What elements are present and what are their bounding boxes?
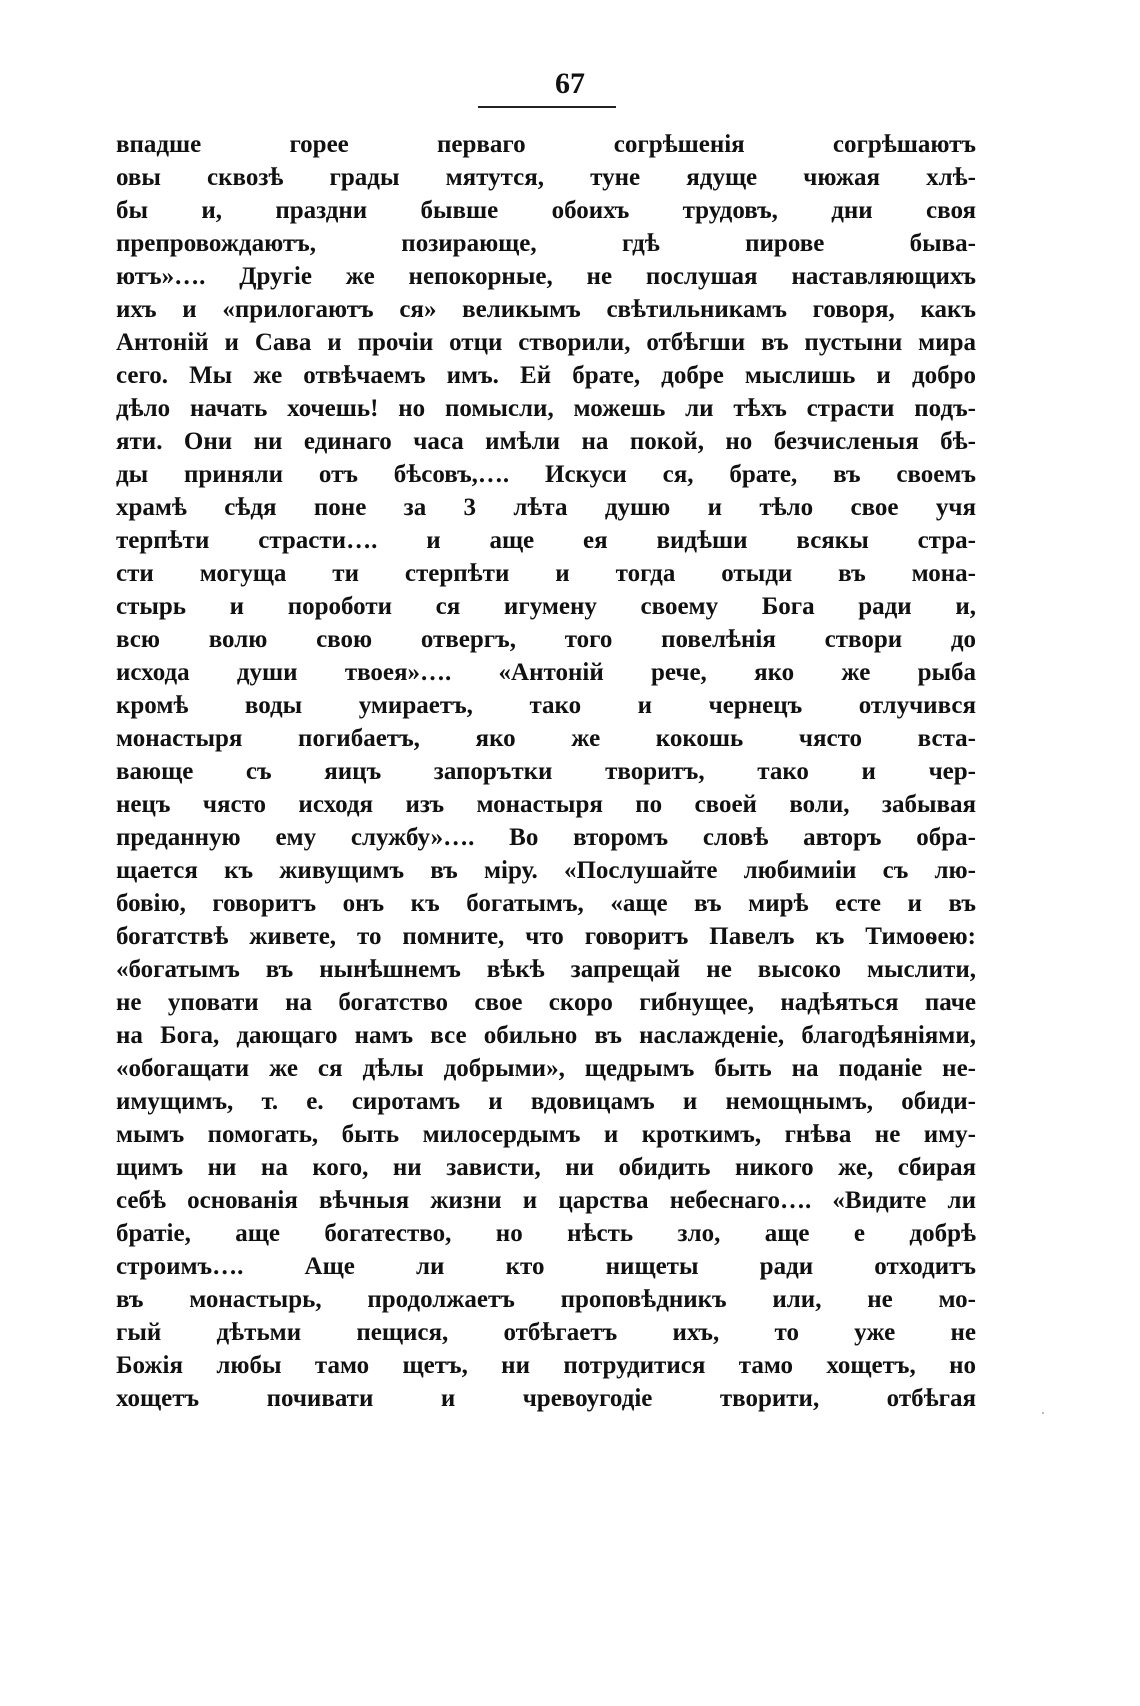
text-line: препровождаютъ, позирающе, гдѣ пирове бывa- bbox=[116, 230, 976, 257]
text-line: на Бога, дающаго намъ все обильно въ наслажденіе, благодѣяніями, bbox=[116, 1022, 976, 1049]
text-line: сти могуща ти стерпѣти и тогда отыди въ мона- bbox=[116, 560, 976, 587]
margin-speck bbox=[1042, 1412, 1044, 1414]
text-line: богатствѣ живете, то помните, что говоритъ Павелъ къ Тимоѳею: bbox=[116, 923, 976, 950]
text-line: въ монастырь, продолжаетъ проповѣдникъ или, не мо- bbox=[116, 1286, 976, 1313]
text-line: вающе съ яицъ запорътки творитъ, тако и чер- bbox=[116, 758, 976, 785]
text-line: не уповати на богатство свое скоро гибнущее, надѣяться паче bbox=[116, 989, 976, 1016]
text-line: гый дѣтьми пещися, отбѣгаетъ ихъ, то уже не bbox=[116, 1319, 976, 1346]
text-line: щается къ живущимъ въ міру. «Послушайте любимиіи съ лю- bbox=[116, 857, 976, 884]
text-line: ютъ»…. Другіе же непокорные, не послушая наставляющихъ bbox=[116, 263, 976, 290]
text-line: монастыря погибаетъ, яко же кокошь чясто вста- bbox=[116, 725, 976, 752]
text-line: себѣ основанія вѣчныя жизни и царства небеснаго…. «Видите ли bbox=[116, 1187, 976, 1214]
text-line: нецъ чясто исходя изъ монастыря по своей воли, забывая bbox=[116, 791, 976, 818]
text-line: Антоній и Сава и прочіи отци створили, отбѣгши въ пустыни мира bbox=[116, 329, 976, 356]
text-line: сего. Мы же отвѣчаемъ имъ. Ей брате, добре мыслишь и добро bbox=[116, 362, 976, 389]
text-line: хощетъ почивати и чревоугодіе творити, отбѣгая bbox=[116, 1385, 976, 1412]
body-text bbox=[116, 128, 976, 1415]
text-line: бы и, праздни бывше обоихъ трудовъ, дни своя bbox=[116, 197, 976, 224]
text-line: терпѣти страсти…. и аще ея видѣши всякы стра- bbox=[116, 527, 976, 554]
text-line: ды приняли отъ бѣсовъ,…. Искуси ся, брате, въ своемъ bbox=[116, 461, 976, 488]
page-number: 67 bbox=[555, 67, 585, 100]
text-line: «обогащати же ся дѣлы добрыми», щедрымъ быть на поданіе не- bbox=[116, 1055, 976, 1082]
text-line: впадше горее перваго согрѣшенія согрѣшаютъ bbox=[116, 131, 976, 158]
text-line: кромѣ воды умираетъ, тако и чернецъ отлучився bbox=[116, 692, 976, 719]
text-line: строимъ…. Аще ли кто нищеты ради отходитъ bbox=[116, 1253, 976, 1280]
text-line: храмѣ сѣдя поне за 3 лѣта душю и тѣло свое учя bbox=[116, 494, 976, 521]
text-line: бовію, говоритъ онъ къ богатымъ, «аще въ мирѣ есте и въ bbox=[116, 890, 976, 917]
text-line: братіе, аще богатество, но нѣсть зло, аще е добрѣ bbox=[116, 1220, 976, 1247]
text-line: яти. Они ни единаго часа имѣли на покой, но безчисленыя бѣ- bbox=[116, 428, 976, 455]
text-line: исхода души твоея»…. «Антоній рече, яко же рыба bbox=[116, 659, 976, 686]
text-line: мымъ помогать, быть милосердымъ и кроткимъ, гнѣва не иму- bbox=[116, 1121, 976, 1148]
text-line: ихъ и «прилогаютъ ся» великымъ свѣтильникамъ говоря, какъ bbox=[116, 296, 976, 323]
text-line: имущимъ, т. е. сиротамъ и вдовицамъ и немощнымъ, обиди- bbox=[116, 1088, 976, 1115]
text-line: «богатымъ въ нынѣшнемъ вѣкѣ запрещай не высоко мыслити, bbox=[116, 956, 976, 983]
text-line: преданную ему службу»…. Во второмъ словѣ авторъ обра- bbox=[116, 824, 976, 851]
text-line: стырь и пороботи ся игумену своему Бога ради и, bbox=[116, 593, 976, 620]
text-line: дѣло начать хочешь! но помысли, можешь ли тѣхъ страсти подъ- bbox=[116, 395, 976, 422]
page-number-rule bbox=[478, 106, 616, 108]
text-line: овы сквозѣ грады мятутся, туне ядуще чюжая хлѣ- bbox=[116, 164, 976, 191]
text-line: Божія любы тамо щетъ, ни потрудитися тамо хощетъ, но bbox=[116, 1352, 976, 1379]
text-line: всю волю свою отвергъ, того повелѣнія створи до bbox=[116, 626, 976, 653]
text-line: щимъ ни на кого, ни зависти, ни обидить никого же, сбирая bbox=[116, 1154, 976, 1181]
